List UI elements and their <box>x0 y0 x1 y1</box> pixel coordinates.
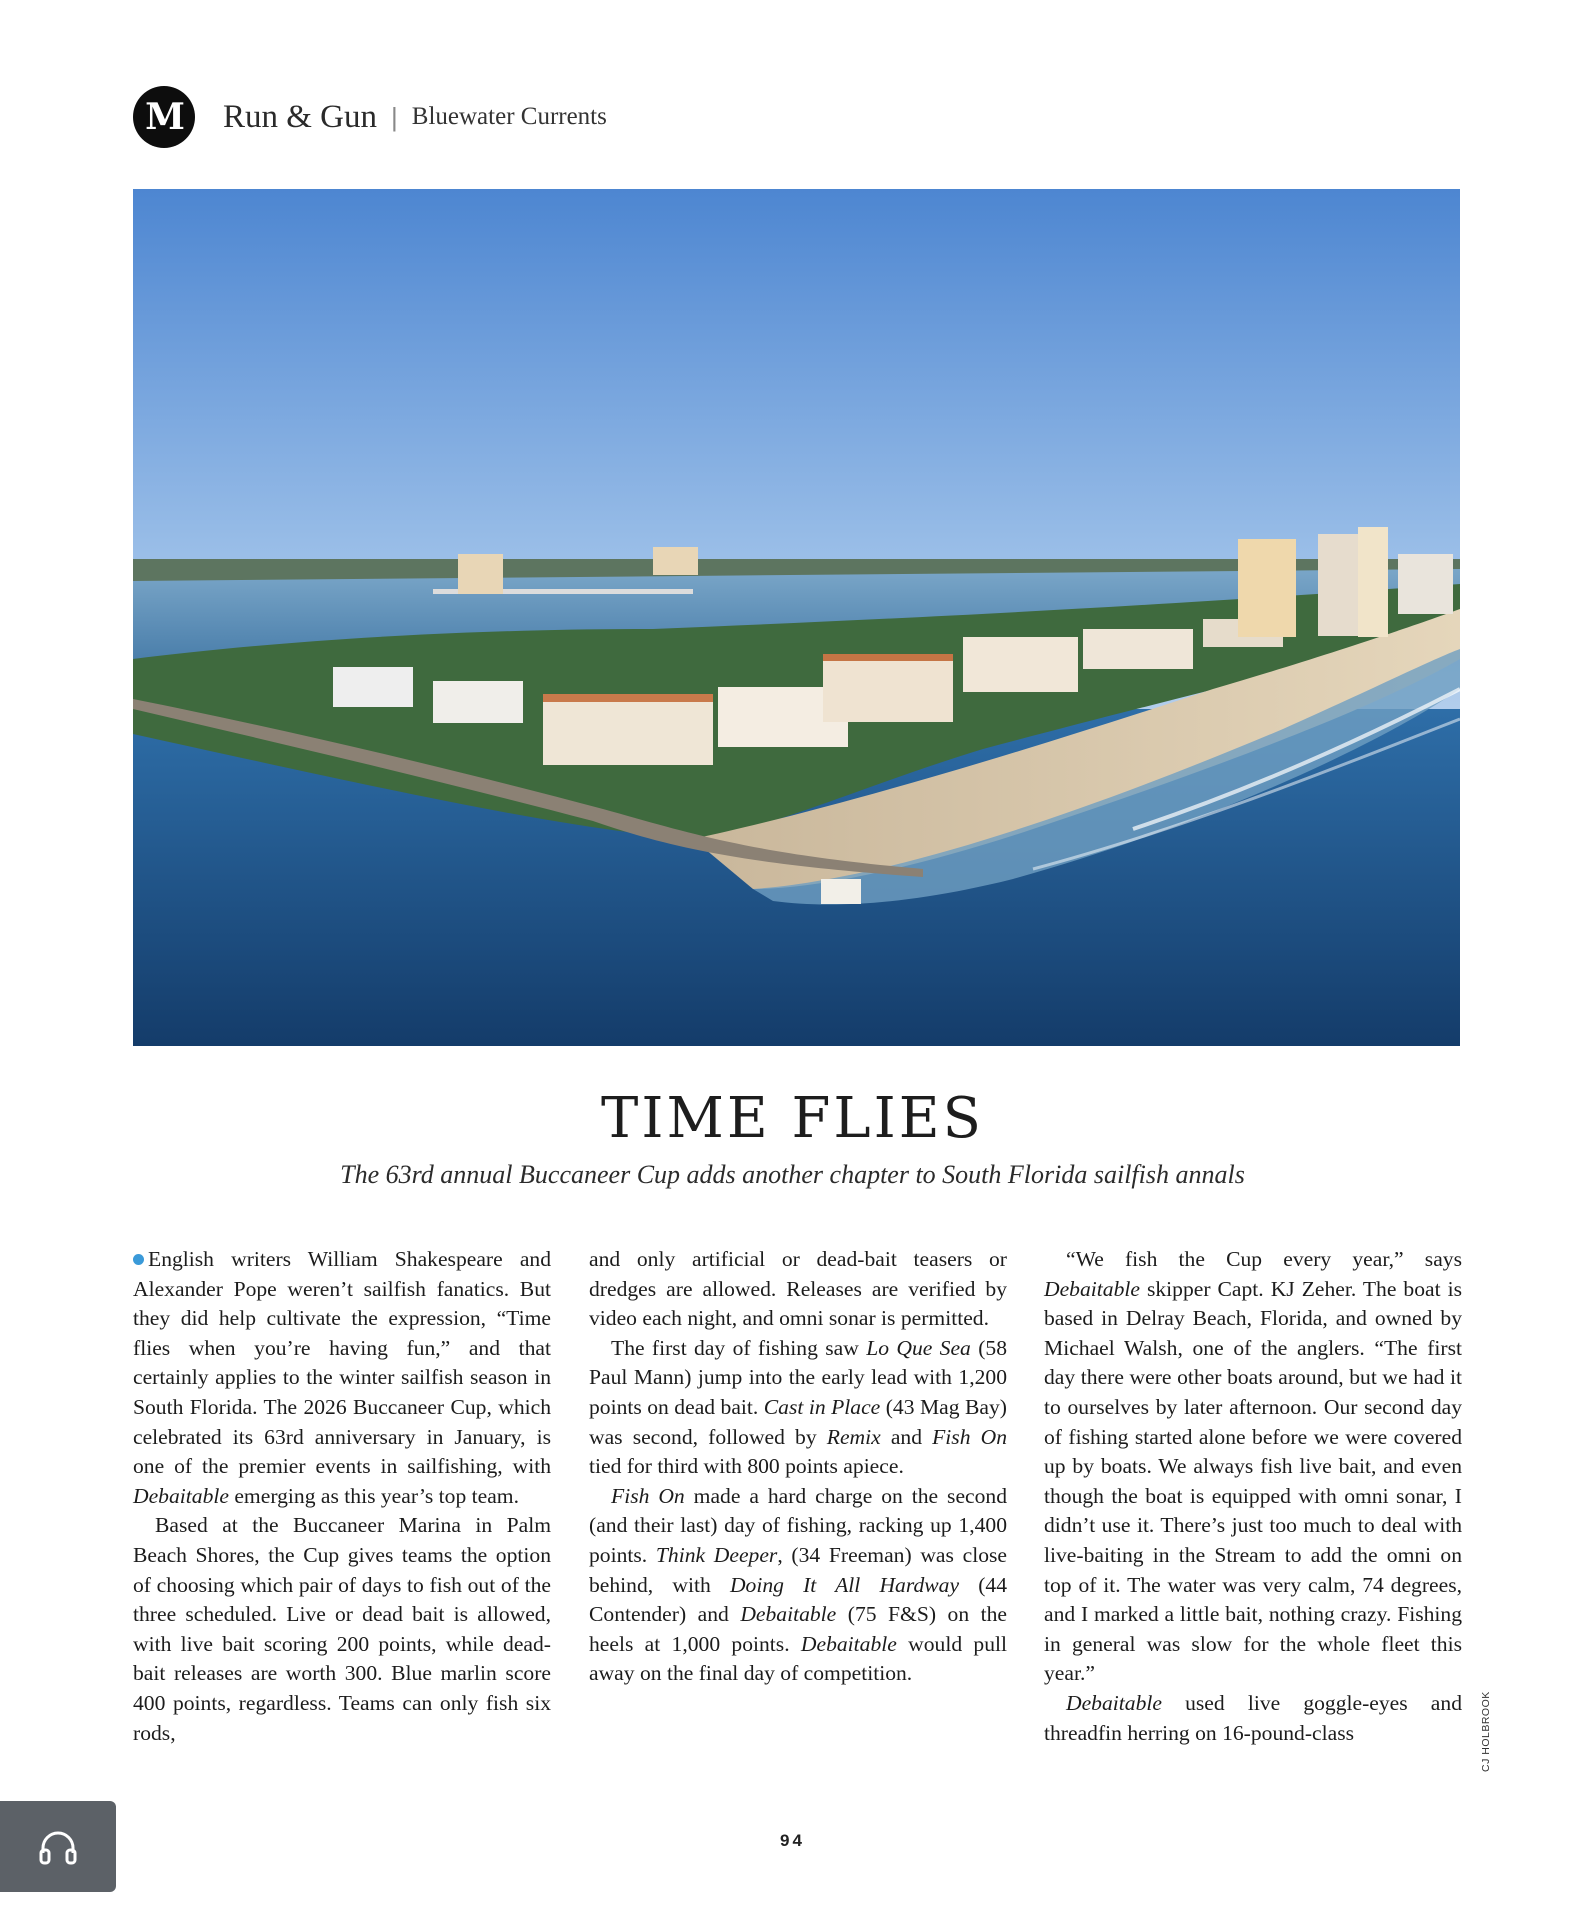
paragraph <box>589 1334 1007 1482</box>
boat-name: Think Deeper <box>655 1542 778 1567</box>
section-title: Run & Gun <box>223 98 378 135</box>
boat-name: Cast in Place <box>763 1394 881 1419</box>
boat-name: Remix <box>826 1424 881 1449</box>
paragraph-text: The first day of fishing saw <box>611 1335 867 1360</box>
article-column-3 <box>1044 1245 1462 1748</box>
paragraph-text: English writers William Shakespeare and Alexander Pope weren’t sailfish fanatics. But they did help cultivate the expression, “Time flies when you’re having fun,” and that certainly applies to the winter sailfish season in South Florida. The 2026 Buccaneer Cup, which celebrated its 63rd anniversary in January, is one of the premier events in sailfishing, with <box>133 1247 551 1479</box>
paragraph: Based at the Buccaneer Marina in Palm Beach Shores, the Cup gives teams the option of choosing which pair of days to fish out of the three scheduled. Live or dead bait is allowed, with live bait scoring 200 points, while dead-bait releases are worth 300. Blue marlin score 400 points, regardless. Teams can only fish six rods, <box>133 1513 551 1745</box>
paragraph <box>589 1482 1007 1689</box>
aerial-photo <box>133 189 1460 1046</box>
section-subtitle: Bluewater Currents <box>411 103 607 130</box>
article-deck: The 63rd annual Buccaneer Cup adds another chapter to South Florida sailfish annals <box>340 1160 1245 1189</box>
page-number: 94 <box>780 1831 805 1850</box>
paragraph-text: skipper Capt. KJ Zeher. The boat is based in Delray Beach, Florida, and owned by Michael Walsh, one of the anglers. “The first day there were other boats around, but we had it to ourselves by later afternoon. Our second day of fishing started alone before we were covered up by boats. We always fish live bait, and even though the boat is equipped with omni sonar, I didn’t use it. There’s just too much to deal with live-baiting in the Stream to add the omni on top of it. The water was very calm, 74 degrees, and I marked a little bait, nothing crazy. Fishing in general was slow for the whole fleet this year.” <box>1044 1276 1462 1686</box>
header-divider: | <box>391 101 398 132</box>
boat-name: Fish On <box>932 1424 1008 1449</box>
paragraph-text: (44 Contender) and <box>589 1572 1008 1627</box>
paragraph <box>133 1245 551 1511</box>
paragraph-text: emerging as this year’s top team. <box>228 1483 520 1508</box>
article-title: TIME FLIES <box>601 1086 984 1151</box>
boat-name: Doing It All Hardway <box>729 1572 960 1597</box>
photo-credit: CJ HOLBROOK <box>1480 1691 1492 1772</box>
boat-name: Debaitable <box>133 1483 229 1508</box>
article-column-2 <box>589 1245 1007 1689</box>
paragraph-text: , (34 Freeman) was close behind, with <box>589 1542 1007 1597</box>
paragraph <box>1044 1245 1462 1689</box>
paragraph-text: would pull away on the final day of competition. <box>589 1631 1007 1686</box>
paragraph-text: used live goggle-eyes and threadfin herring on 16-pound-class <box>1044 1690 1462 1745</box>
magazine-logo: M <box>133 86 195 148</box>
paragraph-text: (75 F&S) on the heels at 1,000 points. <box>589 1602 1007 1656</box>
boat-name: Lo Que Sea <box>866 1335 971 1360</box>
paragraph-text: and <box>880 1424 933 1449</box>
paragraph-text: made a hard charge on the second (and their last) day of fishing, racking up 1,400 points. <box>589 1483 1007 1567</box>
paragraph <box>1044 1689 1462 1748</box>
boat-name: Debaitable <box>800 1631 897 1656</box>
boat-name: Debaitable <box>1066 1690 1162 1715</box>
paragraph: and only artificial or dead-bait teasers or dredges are allowed. Releases are verified by video each night, and omni sonar is permitted. <box>589 1247 1007 1331</box>
section-header <box>133 86 607 148</box>
boat-name: Debaitable <box>740 1602 837 1627</box>
boat-name: Fish On <box>611 1483 685 1508</box>
bullet-icon <box>133 1254 144 1265</box>
article-column-1 <box>133 1245 551 1748</box>
paragraph-text: (43 Mag Bay) was second, followed by <box>589 1394 1007 1449</box>
paragraph-text: tied for third with 800 points apiece. <box>589 1454 904 1479</box>
boat-name: Debaitable <box>1044 1276 1140 1301</box>
paragraph-text: “We fish the Cup every year,” says <box>1066 1247 1462 1271</box>
paragraph-text: (58 Paul Mann) jump into the early lead with 1,200 points on dead bait. <box>589 1335 1007 1419</box>
